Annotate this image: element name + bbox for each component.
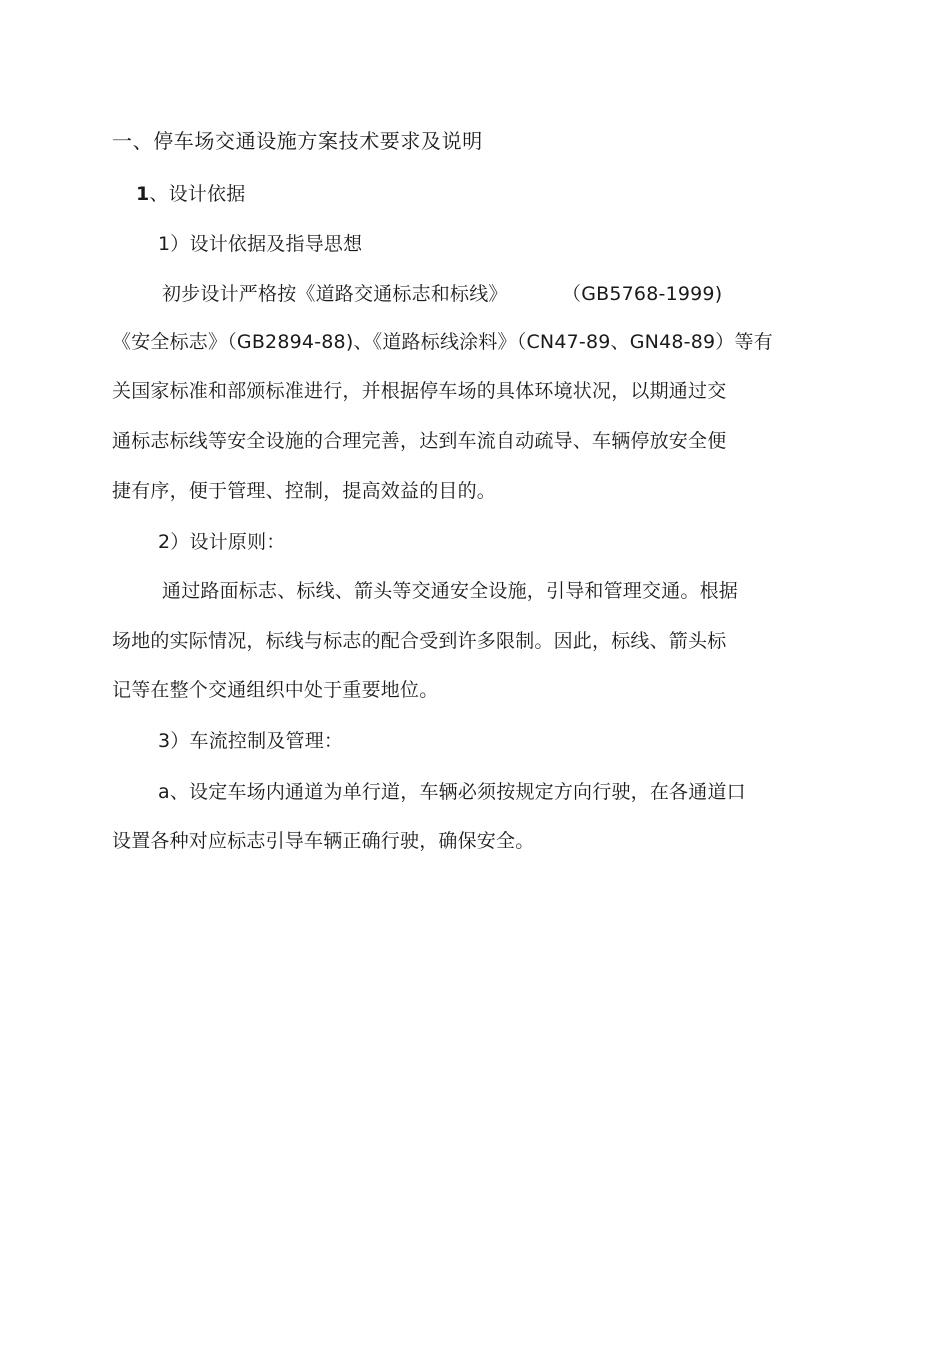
subsection-number: 1 (136, 183, 150, 205)
item1-line: 捷有序，便于管理、控制，提高效益的目的。 (112, 480, 497, 502)
item1-line: 初步设计严格按《道路交通标志和标线》 (162, 283, 508, 305)
item1-line: （GB5768-1999) (562, 283, 723, 305)
item3-line: 设置各种对应标志引导车辆正确行驶，确保安全。 (112, 830, 535, 852)
item3-heading: 3）车流控制及管理： (158, 730, 344, 752)
item1-line: 通标志标线等安全设施的合理完善，达到车流自动疏导、车辆停放安全便 (112, 430, 727, 452)
item1-line: 关国家标准和部颁标准进行，并根据停车场的具体环境状况，以期通过交 (112, 380, 727, 402)
subsection-heading (136, 181, 245, 207)
section-title: 一、停车场交通设施方案技术要求及说明 (112, 129, 483, 153)
item2-heading: 2）设计原则： (158, 531, 286, 553)
item2-line: 通过路面标志、标线、箭头等交通安全设施，引导和管理交通。根据 (162, 580, 739, 602)
item2-line: 场地的实际情况，标线与标志的配合受到许多限制。因此，标线、箭头标 (112, 630, 727, 652)
item2-line: 记等在整个交通组织中处于重要地位。 (112, 679, 439, 701)
item1-heading: 1）设计依据及指导思想 (158, 233, 363, 255)
item1-line: 《安全标志》（GB2894-88)、《道路标线涂料》（CN47-89、GN48-89）等有 (112, 331, 773, 353)
subsection-title: 、设计依据 (149, 183, 246, 205)
item3-line: a、设定车场内通道为单行道，车辆必须按规定方向行驶，在各通道口 (158, 781, 746, 803)
